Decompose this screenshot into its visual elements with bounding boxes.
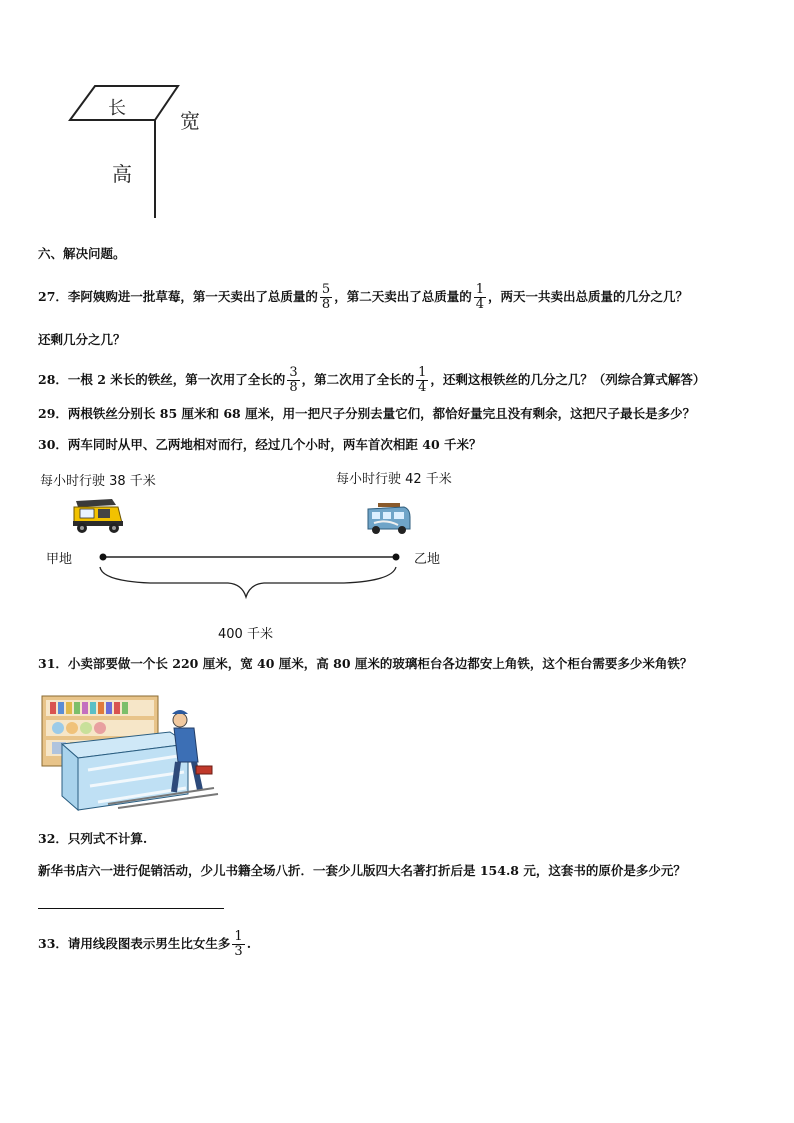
q31-text: 小卖部要做一个长 220 厘米，宽 40 厘米，高 80 厘米的玻璃柜台各边都安上角铁，这个柜台需要多少米角铁？: [67, 656, 693, 671]
q30-text: 两车同时从甲、乙两地相对而行，经过几个小时，两车首次相距 40 千米？: [67, 437, 482, 452]
jia-label: 甲地: [46, 552, 73, 567]
q31-number: 31．: [38, 656, 68, 671]
question-27: [38, 283, 688, 312]
question-30: [38, 435, 482, 455]
left-speed-label: 每小时行驶 38 千米: [40, 474, 156, 489]
q27-fraction-1: [320, 283, 332, 312]
point-yi: [393, 554, 400, 561]
right-speed-label: 每小时行驶 42 千米: [336, 472, 452, 487]
question-32: [38, 829, 147, 849]
question-33: [38, 930, 251, 959]
q27-frac1-den: 8: [321, 297, 331, 312]
glass-counter-illustration: [38, 690, 222, 816]
q28-fraction-1: [287, 366, 299, 395]
question-28: [38, 366, 705, 395]
q27-line2: 还剩几分之几？: [38, 332, 126, 347]
q28-frac1-den: 8: [289, 380, 298, 395]
q28-text-c: ，还剩这根铁丝的几分之几？（列综合算式解答）: [430, 372, 706, 387]
q28-fraction-2: [416, 366, 428, 395]
height-label: 高: [112, 162, 132, 186]
distance-brace: [100, 567, 396, 597]
q33-number: 33．: [38, 936, 68, 951]
q28-frac1-num: 3: [289, 365, 298, 380]
q27-fraction-2: [474, 283, 486, 312]
q33-frac-den: 3: [234, 944, 243, 959]
q27-text-c: ，两天一共卖出总质量的几分之几？: [488, 289, 689, 304]
distance-label: 400 千米: [218, 627, 273, 642]
q27-text-a: 李阿姨购进一批草莓，第一天卖出了总质量的: [67, 289, 318, 304]
q32-title: 只列式不计算.: [67, 831, 148, 846]
question-29: [38, 404, 695, 424]
width-label: 宽: [180, 109, 200, 133]
cuboid-figure: [60, 78, 220, 223]
q33-text-b: .: [246, 936, 252, 951]
answer-line: [38, 908, 224, 909]
distance-line: [40, 539, 460, 609]
q27-frac1-num: 5: [321, 282, 331, 297]
q33-frac-num: 1: [234, 929, 243, 944]
q32-body: 新华书店六一进行促销活动，少儿书籍全场八折．一套少儿版四大名著打折后是 154.8 元，这套书的原价是多少元？: [38, 863, 686, 878]
q28-frac2-num: 1: [418, 365, 427, 380]
q28-number: 28．: [38, 372, 68, 387]
q32-number: 32．: [38, 831, 68, 846]
q28-text-a: 一根 2 米长的铁丝，第一次用了全长的: [67, 372, 286, 387]
q29-number: 29．: [38, 406, 68, 421]
length-label: 长: [108, 98, 126, 119]
q27-number: 27．: [38, 289, 68, 304]
q30-number: 30．: [38, 437, 68, 452]
q33-fraction: [232, 930, 244, 959]
point-jia: [100, 554, 107, 561]
yi-label: 乙地: [414, 552, 441, 567]
q28-frac2-den: 4: [418, 380, 427, 395]
section-title: 六、解决问题。: [38, 246, 126, 261]
tuktuk-icon: [70, 495, 126, 535]
q28-text-b: ，第二次用了全长的: [301, 372, 415, 387]
q29-text: 两根铁丝分别长 85 厘米和 68 厘米，用一把尺子分别去量它们，都恰好量完且没有剩余，这把尺子最长是多少？: [67, 406, 696, 421]
question-31: [38, 654, 692, 674]
cuboid-lines: [60, 78, 220, 223]
q27-text-b: ，第二天卖出了总质量的: [334, 289, 472, 304]
van-icon: [364, 501, 412, 537]
q33-text-a: 请用线段图表示男生比女生多: [67, 936, 231, 951]
q27-frac2-den: 4: [475, 297, 484, 312]
q27-frac2-num: 1: [475, 282, 484, 297]
q30-diagram: [40, 465, 460, 645]
